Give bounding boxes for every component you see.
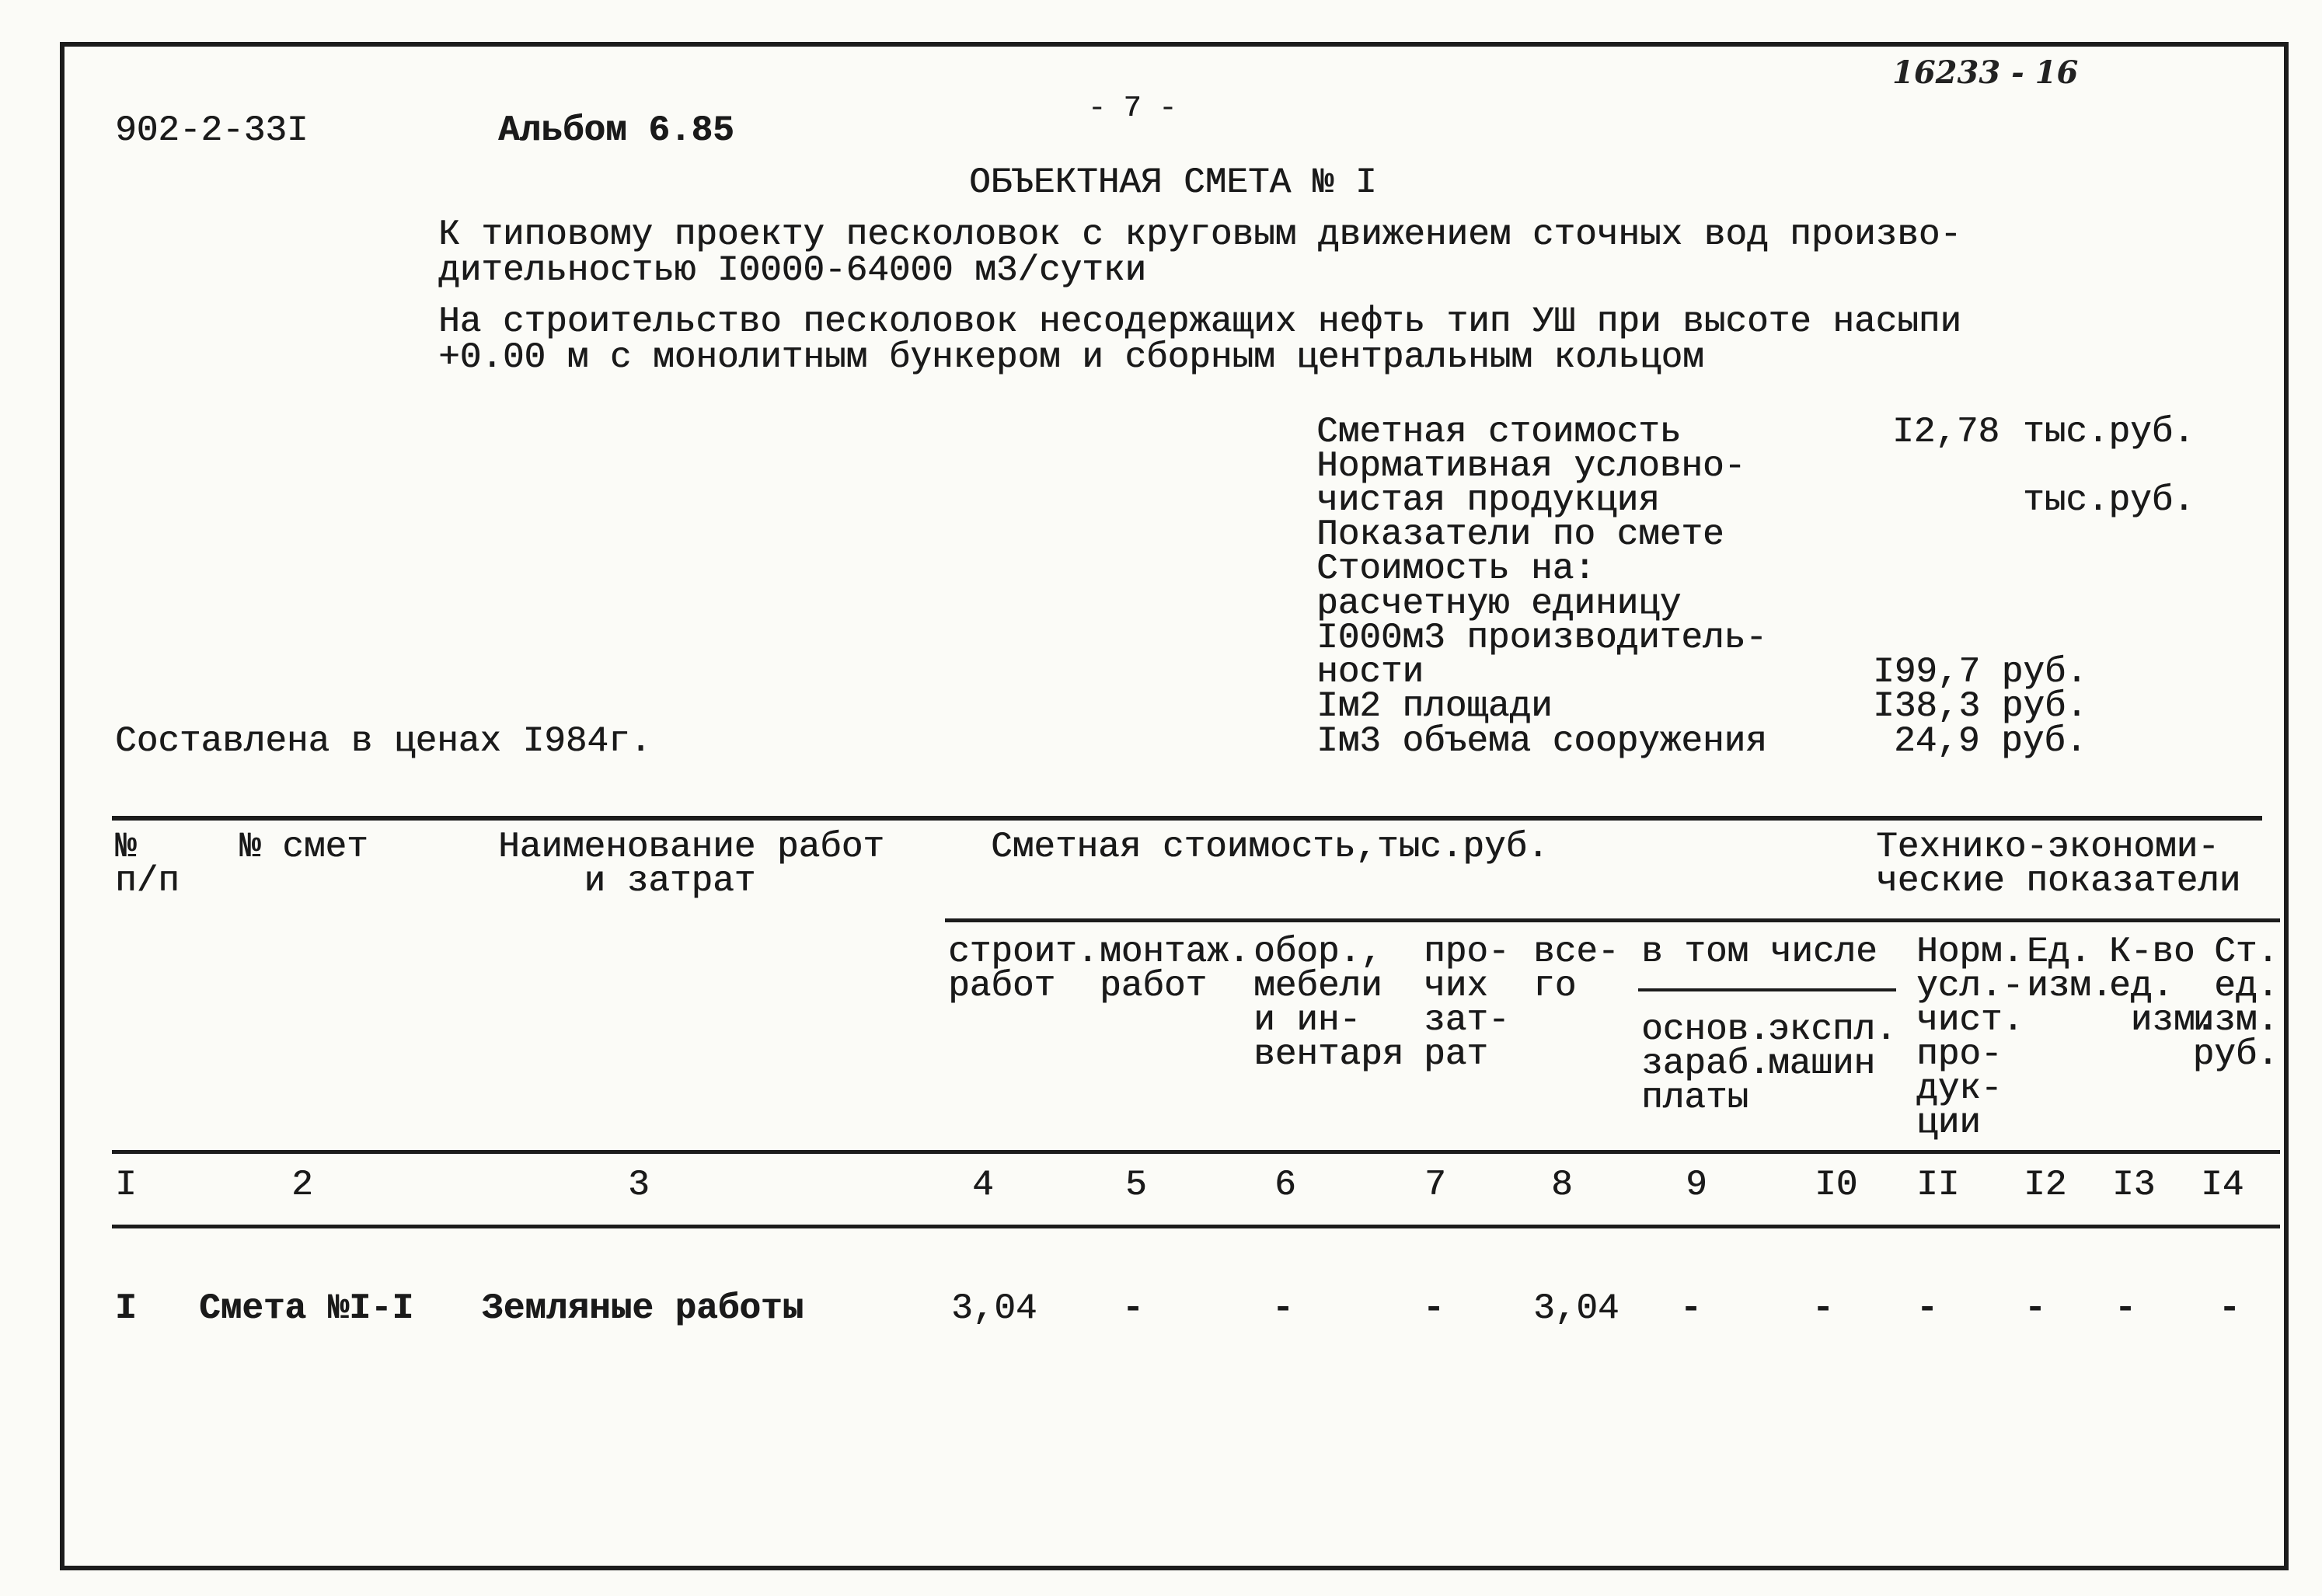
row-unit-qty: - <box>2115 1288 2136 1329</box>
header-including: в том числе <box>1641 932 1877 972</box>
cost-label-8: ности <box>1316 652 1424 692</box>
table-top-rule <box>112 816 2262 821</box>
prices-note: Составлена в ценах I984г. <box>115 721 652 761</box>
header-bottom-rule <box>112 1150 2280 1154</box>
row-name: Земляные работы <box>482 1288 804 1329</box>
column-number-10: I0 <box>1815 1165 1858 1205</box>
row-estimate-no: Смета №I-I <box>199 1288 414 1329</box>
cost-per-m3: 24,9 руб. <box>1894 721 2087 761</box>
header-norm-product: Норм. усл.- чист. про- дук- ции <box>1916 932 2024 1143</box>
row-total: 3,04 <box>1533 1288 1619 1329</box>
cost-label-3: чистая продукция <box>1316 480 1660 521</box>
header-tech-group: Технико-экономи- ческие показатели <box>1876 827 2241 901</box>
row-other: - <box>1423 1288 1445 1329</box>
row-unit-cost: - <box>2219 1288 2240 1329</box>
header-machines: экспл. машин <box>1768 1009 1897 1084</box>
cost-per-1000m3: I99,7 руб. <box>1873 652 2088 692</box>
column-number-13: I3 <box>2112 1165 2156 1205</box>
cost-label-10: Iм3 объема сооружения <box>1316 721 1767 761</box>
handwritten-inventory-number: 16233 - 16 <box>1892 54 2079 91</box>
header-total: все- го <box>1533 932 1619 1006</box>
column-number-3: 3 <box>628 1165 650 1205</box>
column-number-5: 5 <box>1125 1165 1147 1205</box>
page-border <box>60 42 2289 1570</box>
header-equipment: обор., мебели и ин- вентаря <box>1253 932 1404 1075</box>
row-machines: - <box>1812 1288 1834 1329</box>
row-construction: 3,04 <box>951 1288 1037 1329</box>
column-number-14: I4 <box>2201 1165 2244 1205</box>
paragraph1-line2: дительностью I0000-64000 м3/сутки <box>438 250 1146 291</box>
header-unit-qty: К-во ед. изм. <box>2109 932 2217 1040</box>
header-installation: монтаж. работ <box>1100 932 1250 1006</box>
header-unit: Ед. изм. <box>2027 932 2113 1006</box>
document-code: 902-2-33I <box>115 110 309 151</box>
header-other: про- чих зат- рат <box>1424 932 1510 1075</box>
column-number-4: 4 <box>972 1165 994 1205</box>
row-installation: - <box>1122 1288 1144 1329</box>
estimated-cost-value: I2,78 <box>1892 412 2000 452</box>
row-norm-product: - <box>1916 1288 1938 1329</box>
row-num: I <box>115 1288 137 1329</box>
column-number-6: 6 <box>1274 1165 1296 1205</box>
column-number-8: 8 <box>1551 1165 1573 1205</box>
including-rule <box>1638 988 1896 991</box>
cost-label-6: расчетную единицу <box>1316 584 1682 624</box>
album-number: Альбом 6.85 <box>498 110 734 151</box>
paragraph2-line1: На строительство песколовок несодержащих нефть тип УШ при высоте насыпи <box>438 301 1961 342</box>
column-number-1: I <box>115 1165 137 1205</box>
paragraph1-line1: К типовому проекту песколовок с круговым движением сточных вод произво- <box>438 214 1961 255</box>
header-unit-cost: Ст. ед. изм. руб. <box>2192 932 2278 1075</box>
paragraph2-line2: +0.00 м с монолитным бункером и сборным центральным кольцом <box>438 337 1704 378</box>
row-equipment: - <box>1272 1288 1294 1329</box>
header-construction: строит. работ <box>948 932 1099 1006</box>
header-name: Наименование работ и затрат <box>498 827 884 901</box>
document-title: ОБЪЕКТНАЯ СМЕТА № I <box>969 162 1377 203</box>
estimated-cost-unit: тыс.руб. <box>2023 412 2195 452</box>
column-number-11: II <box>1916 1165 1960 1205</box>
cost-label-9: Iм2 площади <box>1316 686 1553 727</box>
page-number: - 7 - <box>1088 92 1177 125</box>
header-num: № п/п <box>115 827 180 901</box>
column-number-12: I2 <box>2024 1165 2067 1205</box>
header-cost-group: Сметная стоимость,тыс.руб. <box>991 827 1549 867</box>
header-wages: основ. зараб. платы <box>1641 1009 1770 1118</box>
cost-label-5: Стоимость на: <box>1316 549 1595 589</box>
column-number-2: 2 <box>291 1165 313 1205</box>
cost-group-rule <box>945 918 2280 922</box>
header-estimate-no: № смет <box>239 827 368 867</box>
net-product-unit: тыс.руб. <box>2023 480 2195 521</box>
column-numbers-rule <box>112 1225 2280 1228</box>
cost-per-m2: I38,3 руб. <box>1873 686 2088 727</box>
column-number-9: 9 <box>1686 1165 1707 1205</box>
cost-label-7: I000м3 производитель- <box>1316 618 1767 658</box>
column-number-7: 7 <box>1424 1165 1446 1205</box>
row-wages: - <box>1680 1288 1702 1329</box>
cost-label-4: Показатели по смете <box>1316 514 1724 555</box>
cost-label-2: Нормативная условно- <box>1316 446 1746 486</box>
cost-label-1: Сметная стоимость <box>1316 412 1682 452</box>
row-unit: - <box>2024 1288 2046 1329</box>
